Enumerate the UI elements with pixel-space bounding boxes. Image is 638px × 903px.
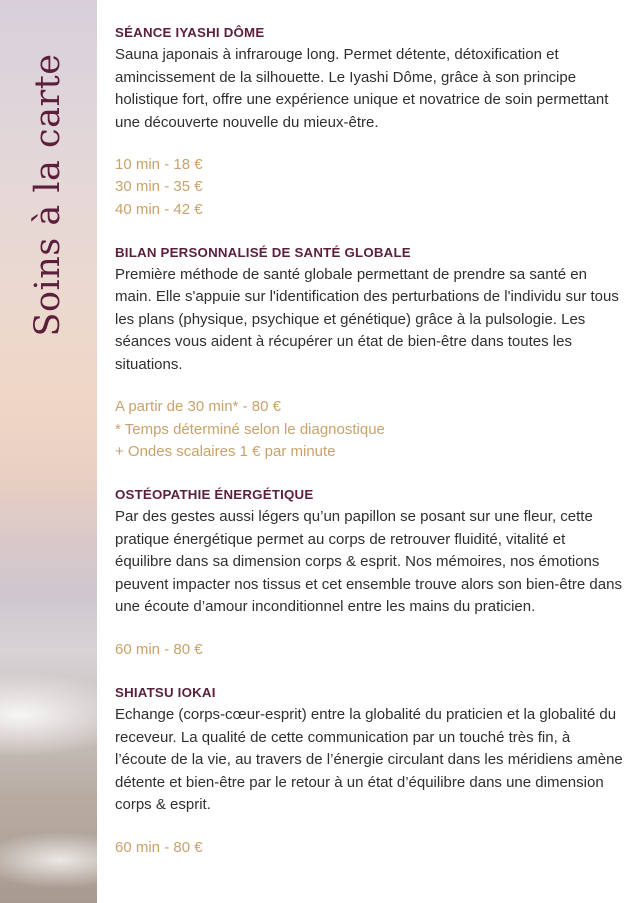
service-iyashi-dome xyxy=(115,22,623,221)
service-bilan-sante xyxy=(115,242,623,463)
side-banner xyxy=(0,0,97,903)
service-title: OSTÉOPATHIE ÉNERGÉTIQUE xyxy=(115,487,314,503)
services-list xyxy=(115,22,623,880)
service-title: SHIATSU IOKAI xyxy=(115,685,216,701)
page-title: Soins à la carte xyxy=(28,53,68,337)
price-line: A partir de 30 min* - 80 € xyxy=(115,398,281,416)
price-line: 30 min - 35 € xyxy=(115,178,203,196)
service-description: Echange (corps-cœur-esprit) entre la globalité du praticien et la globalité du receveur. La qualité de cette communication par un touché très fin, à l’écoute de la vie, au travers de l’énergie circulant dans les méridiens amène détente et bien-être par le retour à un état d’équilibre dans une dimension corps & esprit. xyxy=(115,706,623,814)
service-shiatsu xyxy=(115,682,623,859)
service-title: SÉANCE IYASHI DÔME xyxy=(115,25,265,40)
service-description: Par des gestes aussi légers qu’un papillon se posant sur une fleur, cette pratique énergétique permet au corps de retrouver fluidité, vitalité et équilibre dans sa dimension corps & esprit. Nos mémoires, nos émotions peuvent impacter nos tissus et cet ensemble trouve alors son bien-être dans une écoute d’amour inconditionnel entre les mains du praticien. xyxy=(115,508,622,616)
service-title: BILAN PERSONNALISÉ DE SANTÉ GLOBALE xyxy=(115,244,411,260)
price-line: 40 min - 42 € xyxy=(115,200,203,218)
price-line: 60 min - 80 € xyxy=(115,640,203,658)
price-extra: + Ondes scalaires 1 € par minute xyxy=(115,442,336,460)
price-line: 10 min - 18 € xyxy=(115,156,203,173)
price-note: * Temps déterminé selon le diagnostique xyxy=(115,420,385,438)
service-description: Première méthode de santé globale permettant de prendre sa santé en main. Elle s'appuie sur l'identification des perturbations de l'individu sur tous les plans (physique, psychique et génétique) grâce à la pulsologie. Les séances vous aident à récupérer un état de bien-être dans toutes les situations. xyxy=(115,265,619,373)
service-description: Sauna japonais à infrarouge long. Permet détente, détoxification et amincissement de la silhouette. Le Iyashi Dôme, grâce à son principe holistique fort, offre une expérience unique et novatrice de soin permettant une découverte nouvelle du mieux-être. xyxy=(115,46,609,131)
service-osteopathie xyxy=(115,484,623,661)
price-line: 60 min - 80 € xyxy=(115,838,203,856)
